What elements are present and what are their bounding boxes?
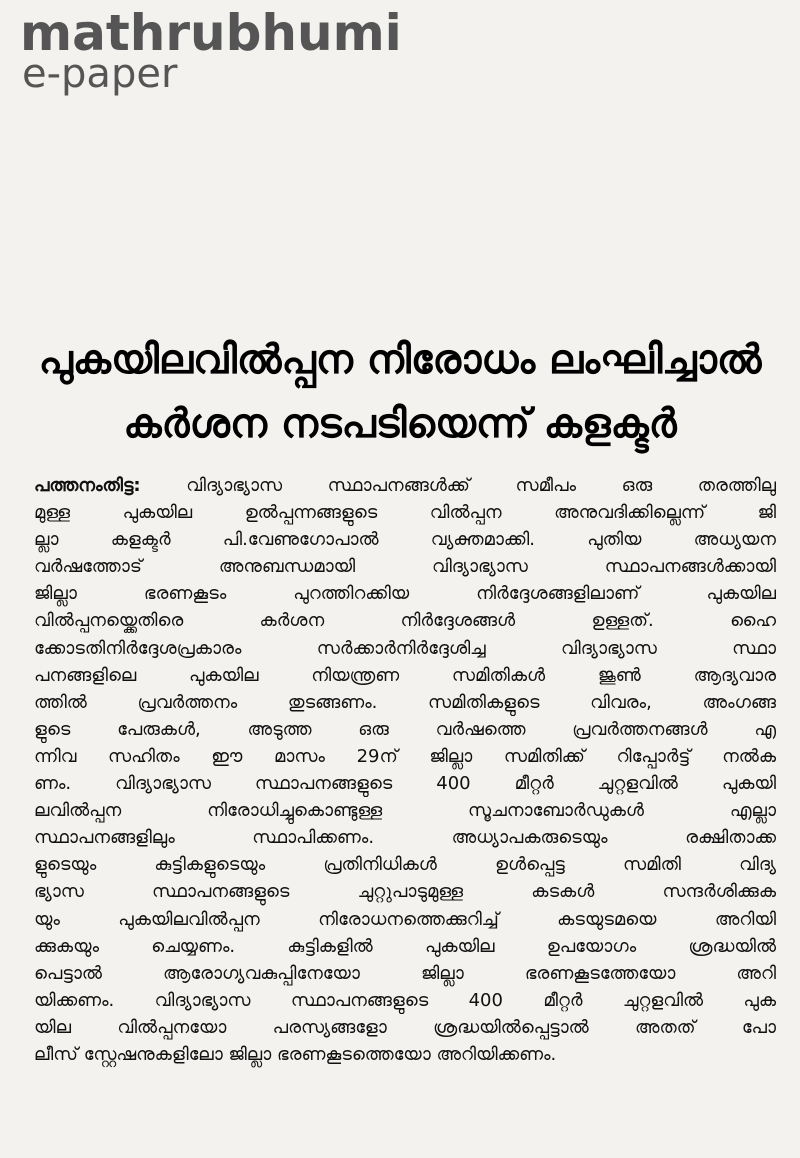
- headline-line-2: കർശന നടപടിയെന്ന് കളക്ടർ: [123, 401, 677, 447]
- article-dateline: പത്തനംതിട്ട:: [34, 475, 141, 496]
- article-line: യിക്കണം. വിദ്യാഭ്യാസ സ്ഥാപനങ്ങളുടെ 400 മീറ്റർ ചുറ്റളവിൽ പുക: [34, 989, 776, 1011]
- article-line-text: വിദ്യാഭ്യാസ സ്ഥാപനങ്ങൾക്ക് സമീപം ഒരു തരത്തിലു: [140, 475, 776, 496]
- article-line: സ്ഥാപനങ്ങളിലും സ്ഥാപിക്കണം. അധ്യാപകരുടെയും രക്ഷിതാക്ക: [34, 827, 776, 849]
- article-line: യില വിൽപ്പനയോ പരസ്യങ്ങളോ ശ്രദ്ധയിൽപ്പെട്ടാൽ അതത് പോ: [34, 1016, 776, 1038]
- article-line: ളുടെയും കുട്ടികളുടെയും പ്രതിനിധികൾ ഉൾപ്പെട്ട സമിതി വിദ്യ: [34, 854, 776, 876]
- article-headline: [30, 328, 770, 456]
- article-line: ജില്ലാ ഭരണകൂടം പുറത്തിറക്കിയ നിർദ്ദേശങ്ങളിലാണ് പുകയില: [34, 583, 776, 605]
- article-line: ക്കോടതിനിർദ്ദേശപ്രകാരം സർക്കാർനിർദ്ദേശിച്ച വിദ്യാഭ്യാസ സ്ഥാ: [34, 637, 776, 659]
- masthead: [20, 4, 402, 97]
- article-line: വിൽപ്പനയ്ക്കെതിരെ കർശന നിർദ്ദേശങ്ങൾ ഉള്ളത്. ഹൈ: [34, 610, 776, 632]
- article-line: പനങ്ങളിലെ പുകയില നിയന്ത്രണ സമിതികൾ ജൂൺ ആദ്യവാര: [34, 664, 776, 686]
- article-line: മുള്ള പുകയില ഉൽപ്പന്നങ്ങളുടെ വിൽപ്പന അനുവദിക്കില്ലെന്ന് ജി: [34, 502, 776, 524]
- article-line: [34, 472, 776, 499]
- article-line: വർഷത്തോട് അനുബന്ധമായി വിദ്യാഭ്യാസ സ്ഥാപനങ്ങൾക്കായി: [34, 556, 776, 578]
- article-line: പെട്ടാൽ ആരോഗ്യവകുപ്പിനേയോ ജില്ലാ ഭരണകൂടത്തേയോ അറി: [34, 962, 776, 984]
- article-line: ക്കുകയും ചെയ്യണം. കുട്ടികളിൽ പുകയില ഉപയോഗം ശ്രദ്ധയിൽ: [34, 935, 776, 957]
- masthead-brand: mathrubhumi: [20, 4, 402, 62]
- article-line: ളുടെ പേരുകൾ, അടുത്ത ഒരു വർഷത്തെ പ്രവർത്തനങ്ങൾ എ: [34, 718, 776, 740]
- article-line: ല്ലാ കളക്ടർ പി.വേണുഗോപാൽ വ്യക്തമാക്കി. പുതിയ അധ്യയന: [34, 529, 776, 551]
- masthead-edition: e-paper: [22, 51, 178, 97]
- article-line: യും പുകയിലവിൽപ്പന നിരോധനത്തെക്കുറിച്ച് കടയുടമയെ അറിയി: [34, 908, 776, 930]
- article-line: ലീസ് സ്റ്റേഷനുകളിലോ ജില്ലാ ഭരണകൂടത്തെയോ അറിയിക്കണം.: [34, 1043, 557, 1065]
- article-line: ന്നിവ സഹിതം ഈ മാസം 29ന് ജില്ലാ സമിതിക്ക് റിപ്പോർട്ട് നൽക: [34, 745, 776, 767]
- article-line: ത്തിൽ പ്രവർത്തനം തുടങ്ങണം. സമിതികളുടെ വിവരം, അംഗങ്ങ: [34, 691, 776, 713]
- article-line: ഭ്യാസ സ്ഥാപനങ്ങളുടെ ചുറ്റുപാടുമുള്ള കടകൾ സന്ദർശിക്കുക: [34, 881, 776, 903]
- article-body: [34, 472, 776, 1068]
- headline-line-1: പുകയിലവിൽപ്പന നിരോധം ലംഘിച്ചാൽ: [38, 337, 762, 383]
- article-line: ലവിൽപ്പന നിരോധിച്ചുകൊണ്ടുള്ള സൂചനാബോർഡുകൾ എല്ലാ: [34, 800, 776, 822]
- article-line: ണം. വിദ്യാഭ്യാസ സ്ഥാപനങ്ങളുടെ 400 മീറ്റർ ചുറ്റളവിൽ പുകയി: [34, 773, 776, 795]
